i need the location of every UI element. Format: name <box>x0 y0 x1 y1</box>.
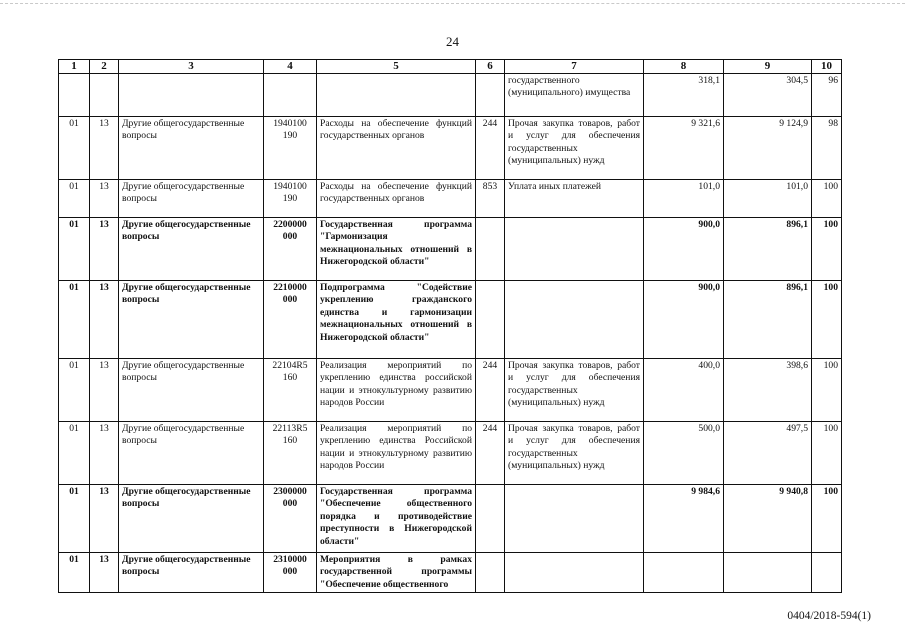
section-code-cell: 01 <box>59 422 90 485</box>
executed-amount-cell: 497,5 <box>724 422 812 485</box>
expense-type-cell: 853 <box>476 180 505 218</box>
section-name-cell: Другие общегосударственные вопросы <box>119 359 264 422</box>
execution-percent-cell: 100 <box>812 281 842 359</box>
planned-amount-cell: 101,0 <box>644 180 724 218</box>
section-name-cell: Другие общегосударственные вопросы <box>119 281 264 359</box>
column-header: 5 <box>317 60 476 74</box>
table-row <box>59 359 842 422</box>
article-name-cell: Подпрограмма "Содействие укреплению гражданского единства и гармонизации межнациональных отношений в Нижегородской области" <box>317 281 476 359</box>
expense-type-name-cell <box>505 218 644 281</box>
article-name-cell: Расходы на обеспечение функций государственных органов <box>317 117 476 180</box>
target-article-cell: 2200000 000 <box>264 218 317 281</box>
column-header: 9 <box>724 60 812 74</box>
execution-percent-cell: 96 <box>812 74 842 117</box>
planned-amount-cell: 318,1 <box>644 74 724 117</box>
expense-type-cell: 244 <box>476 359 505 422</box>
article-name-cell: Мероприятия в рамках государственной программы "Обеспечение общественного <box>317 553 476 593</box>
subsection-code-cell: 13 <box>90 180 119 218</box>
expense-type-name-cell <box>505 281 644 359</box>
budget-table <box>58 59 842 593</box>
column-header: 8 <box>644 60 724 74</box>
subsection-code-cell: 13 <box>90 422 119 485</box>
executed-amount-cell: 304,5 <box>724 74 812 117</box>
expense-type-cell <box>476 218 505 281</box>
executed-amount-cell: 398,6 <box>724 359 812 422</box>
section-code-cell: 01 <box>59 117 90 180</box>
target-article-cell: 22113R5 160 <box>264 422 317 485</box>
subsection-code-cell <box>90 74 119 117</box>
section-code-cell: 01 <box>59 359 90 422</box>
expense-type-name-cell: Уплата иных платежей <box>505 180 644 218</box>
section-code-cell: 01 <box>59 180 90 218</box>
subsection-code-cell: 13 <box>90 485 119 553</box>
subsection-code-cell: 13 <box>90 281 119 359</box>
table-row <box>59 74 842 117</box>
column-header: 10 <box>812 60 842 74</box>
table-row <box>59 485 842 553</box>
executed-amount-cell: 9 940,8 <box>724 485 812 553</box>
column-header: 1 <box>59 60 90 74</box>
executed-amount-cell: 896,1 <box>724 281 812 359</box>
planned-amount-cell: 900,0 <box>644 281 724 359</box>
table-row <box>59 281 842 359</box>
subsection-code-cell: 13 <box>90 553 119 593</box>
executed-amount-cell: 896,1 <box>724 218 812 281</box>
executed-amount-cell: 9 124,9 <box>724 117 812 180</box>
execution-percent-cell: 100 <box>812 218 842 281</box>
subsection-code-cell: 13 <box>90 218 119 281</box>
article-name-cell <box>317 74 476 117</box>
section-code-cell <box>59 74 90 117</box>
execution-percent-cell: 98 <box>812 117 842 180</box>
target-article-cell: 1940100 190 <box>264 117 317 180</box>
execution-percent-cell <box>812 553 842 593</box>
execution-percent-cell: 100 <box>812 180 842 218</box>
execution-percent-cell: 100 <box>812 485 842 553</box>
planned-amount-cell: 9 321,6 <box>644 117 724 180</box>
planned-amount-cell: 900,0 <box>644 218 724 281</box>
expense-type-name-cell <box>505 485 644 553</box>
article-name-cell: Государственная программа "Гармонизация межнациональных отношений в Нижегородской области" <box>317 218 476 281</box>
execution-percent-cell: 100 <box>812 359 842 422</box>
header-row <box>59 60 842 74</box>
execution-percent-cell: 100 <box>812 422 842 485</box>
section-name-cell: Другие общегосударственные вопросы <box>119 485 264 553</box>
subsection-code-cell: 13 <box>90 359 119 422</box>
target-article-cell: 2300000 000 <box>264 485 317 553</box>
column-header: 4 <box>264 60 317 74</box>
scan-top-edge <box>0 3 905 5</box>
planned-amount-cell: 500,0 <box>644 422 724 485</box>
target-article-cell: 2210000 000 <box>264 281 317 359</box>
target-article-cell <box>264 74 317 117</box>
article-name-cell: Государственная программа "Обеспечение общественного порядка и противодействие преступности в Нижегородской области" <box>317 485 476 553</box>
planned-amount-cell <box>644 553 724 593</box>
target-article-cell: 1940100 190 <box>264 180 317 218</box>
expense-type-cell: 244 <box>476 117 505 180</box>
table-row <box>59 553 842 593</box>
expense-type-name-cell: Прочая закупка товаров, работ и услуг для обеспечения государственных (муниципальных) нужд <box>505 359 644 422</box>
planned-amount-cell: 9 984,6 <box>644 485 724 553</box>
section-name-cell: Другие общегосударственные вопросы <box>119 180 264 218</box>
column-header: 6 <box>476 60 505 74</box>
section-name-cell: Другие общегосударственные вопросы <box>119 117 264 180</box>
target-article-cell: 22104R5 160 <box>264 359 317 422</box>
table-row <box>59 218 842 281</box>
table-row <box>59 180 842 218</box>
article-name-cell: Расходы на обеспечение функций государственных органов <box>317 180 476 218</box>
expense-type-cell <box>476 485 505 553</box>
expense-type-name-cell: государственного (муниципального) имущества <box>505 74 644 117</box>
table-row <box>59 422 842 485</box>
section-name-cell: Другие общегосударственные вопросы <box>119 218 264 281</box>
section-name-cell <box>119 74 264 117</box>
planned-amount-cell: 400,0 <box>644 359 724 422</box>
section-name-cell: Другие общегосударственные вопросы <box>119 553 264 593</box>
page-number: 24 <box>446 34 459 49</box>
expense-type-name-cell: Прочая закупка товаров, работ и услуг для обеспечения государственных (муниципальных) нужд <box>505 422 644 485</box>
executed-amount-cell: 101,0 <box>724 180 812 218</box>
section-code-cell: 01 <box>59 553 90 593</box>
table-row <box>59 117 842 180</box>
section-code-cell: 01 <box>59 485 90 553</box>
expense-type-cell <box>476 74 505 117</box>
section-name-cell: Другие общегосударственные вопросы <box>119 422 264 485</box>
article-name-cell: Реализация мероприятий по укреплению единства Российской нации и этнокультурному развитию народов России <box>317 422 476 485</box>
executed-amount-cell <box>724 553 812 593</box>
article-name-cell: Реализация мероприятий по укреплению единства российской нации и этнокультурному развитию народов России <box>317 359 476 422</box>
column-header: 2 <box>90 60 119 74</box>
expense-type-cell: 244 <box>476 422 505 485</box>
column-header: 3 <box>119 60 264 74</box>
document-code: 0404/2018-594(1) <box>787 610 871 622</box>
expense-type-name-cell <box>505 553 644 593</box>
section-code-cell: 01 <box>59 281 90 359</box>
target-article-cell: 2310000 000 <box>264 553 317 593</box>
expense-type-cell <box>476 553 505 593</box>
expense-type-name-cell: Прочая закупка товаров, работ и услуг для обеспечения государственных (муниципальных) нужд <box>505 117 644 180</box>
section-code-cell: 01 <box>59 218 90 281</box>
expense-type-cell <box>476 281 505 359</box>
column-header: 7 <box>505 60 644 74</box>
subsection-code-cell: 13 <box>90 117 119 180</box>
